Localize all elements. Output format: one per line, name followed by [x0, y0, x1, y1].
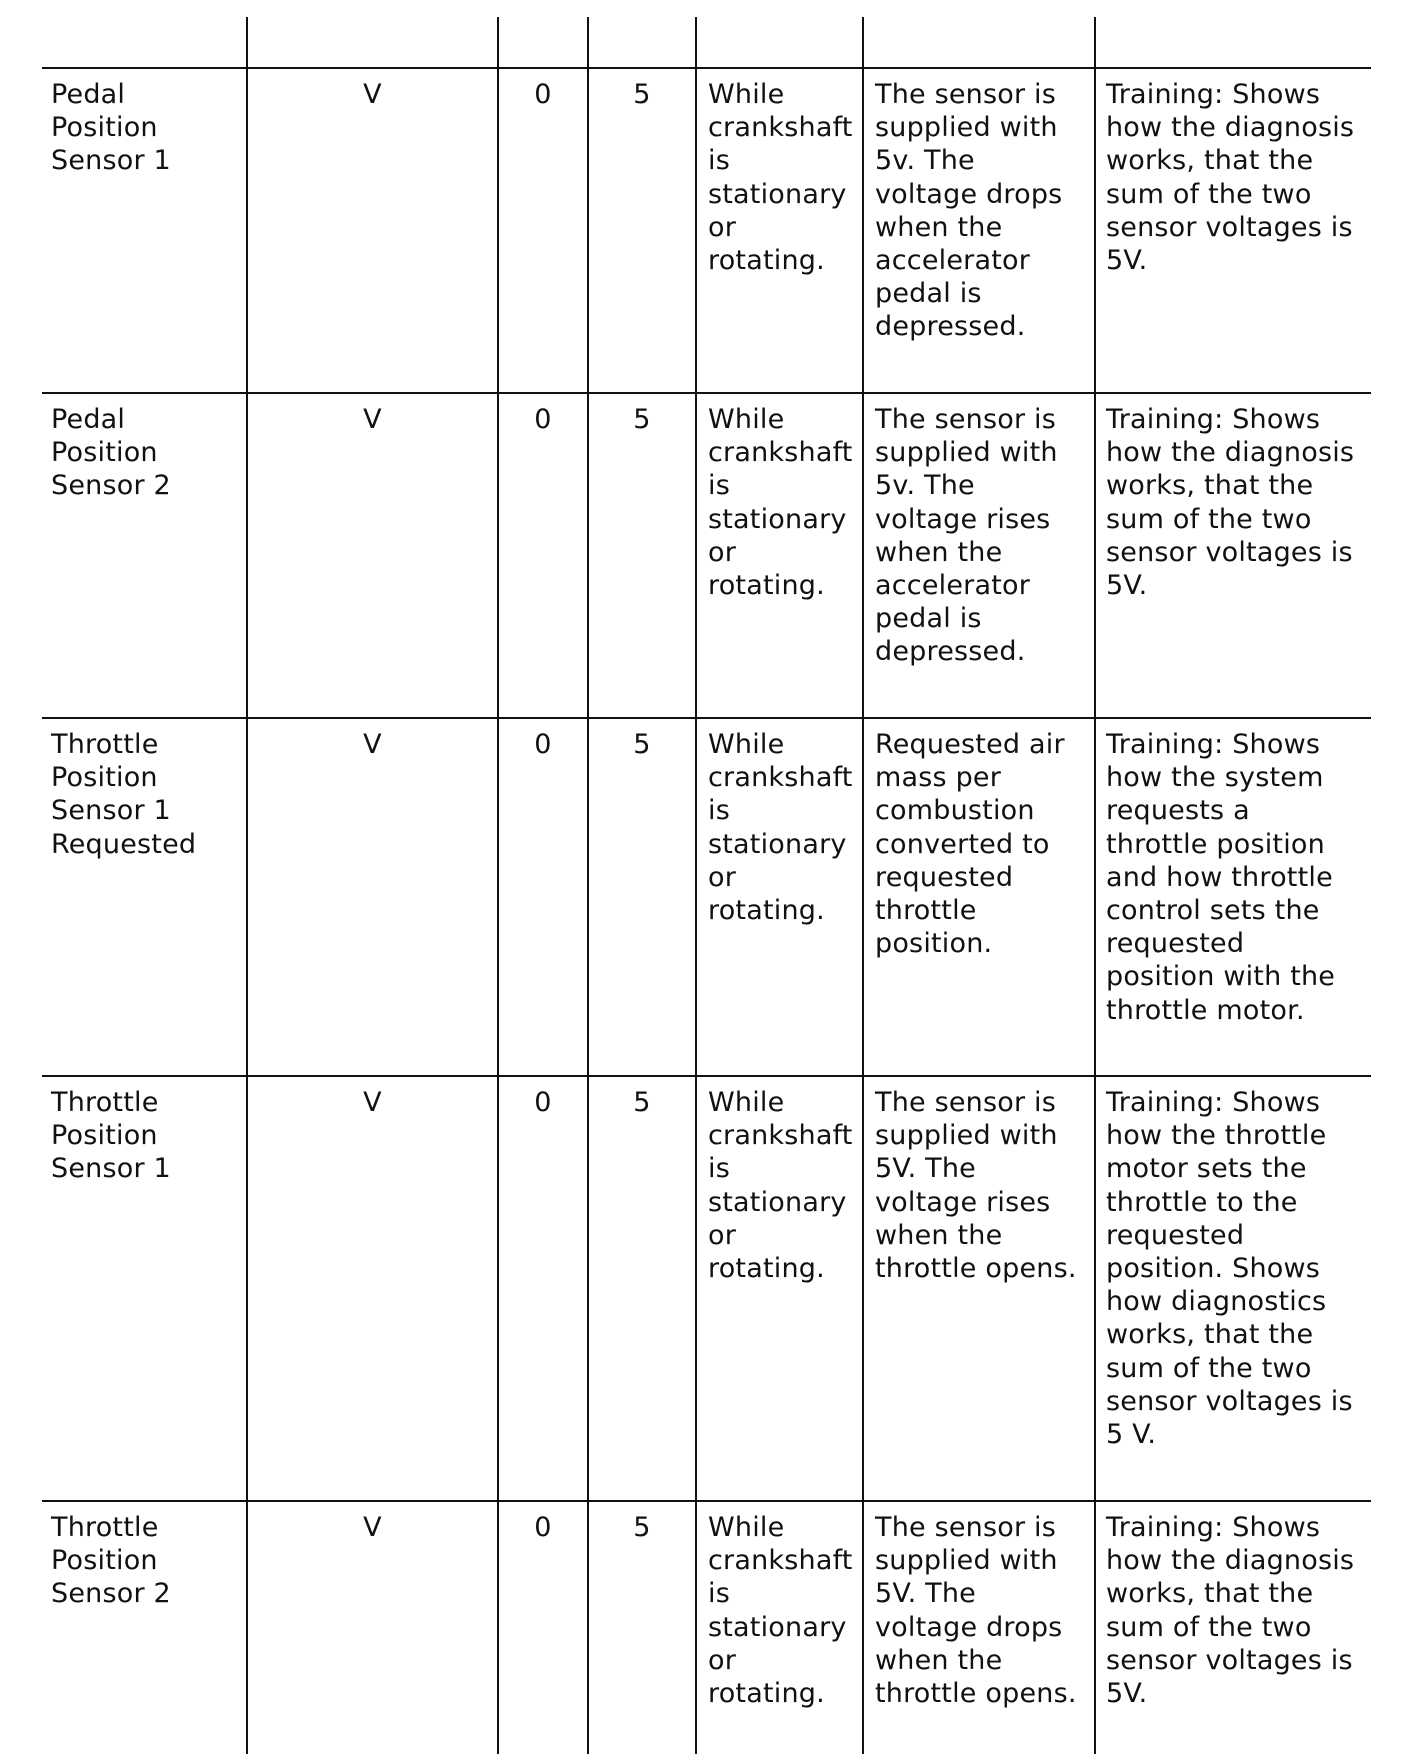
table-cell-signal-name: Pedal Position Sensor 1	[51, 79, 171, 177]
table-cell-min: 0	[534, 404, 552, 435]
table-cell-signal-name: Pedal Position Sensor 2	[51, 404, 171, 502]
table-cell-min: 0	[534, 1087, 552, 1118]
table-cell-signal-name: Throttle Position Sensor 1	[51, 1087, 171, 1185]
table-cell-signal-name: Throttle Position Sensor 2	[51, 1512, 171, 1610]
table-cell-condition: While crankshaft is stationary or rotating.	[708, 79, 853, 277]
row-divider	[42, 1075, 1371, 1077]
table-cell-max: 5	[633, 79, 651, 110]
table-cell-min: 0	[534, 79, 552, 110]
table-cell-condition: While crankshaft is stationary or rotating.	[708, 1512, 853, 1710]
column-divider	[587, 17, 589, 1754]
table-cell-unit: V	[363, 404, 382, 435]
table-cell-training: Training: Shows how the diagnosis works, that the sum of the two sensor voltages is 5V.	[1106, 1512, 1355, 1710]
table-cell-unit: V	[363, 1087, 382, 1118]
column-divider	[246, 17, 248, 1754]
row-divider	[42, 717, 1371, 719]
column-divider	[1094, 17, 1096, 1754]
row-divider	[42, 67, 1371, 69]
table-cell-condition: While crankshaft is stationary or rotating.	[708, 404, 853, 602]
table-cell-unit: V	[363, 729, 382, 760]
table-cell-training: Training: Shows how the system requests a throttle position and how throttle control sets the requested position with the throttle motor.	[1106, 729, 1336, 1026]
table-cell-max: 5	[633, 1087, 651, 1118]
table-cell-description: Requested air mass per combustion converted to requested throttle position.	[875, 729, 1065, 960]
table-cell-unit: V	[363, 79, 382, 110]
row-divider	[42, 1500, 1371, 1502]
table-cell-signal-name: Throttle Position Sensor 1 Requested	[51, 729, 197, 860]
table-cell-max: 5	[633, 1512, 651, 1543]
table-cell-description: The sensor is supplied with 5v. The voltage rises when the accelerator pedal is depressed.	[875, 404, 1058, 668]
table-cell-training: Training: Shows how the diagnosis works, that the sum of the two sensor voltages is 5V.	[1106, 404, 1355, 602]
table-cell-description: The sensor is supplied with 5V. The voltage rises when the throttle opens.	[875, 1087, 1077, 1285]
table-cell-unit: V	[363, 1512, 382, 1543]
column-divider	[695, 17, 697, 1754]
table-cell-min: 0	[534, 729, 552, 760]
column-divider	[862, 17, 864, 1754]
table-cell-min: 0	[534, 1512, 552, 1543]
row-divider	[42, 392, 1371, 394]
table-cell-max: 5	[633, 404, 651, 435]
table-cell-training: Training: Shows how the throttle motor sets the throttle to the requested position. Shows how diagnostics works, that the sum of the two sensor voltages is 5 V.	[1106, 1087, 1353, 1451]
table-cell-condition: While crankshaft is stationary or rotating.	[708, 1087, 853, 1285]
table-cell-max: 5	[633, 729, 651, 760]
table-cell-description: The sensor is supplied with 5V. The voltage drops when the throttle opens.	[875, 1512, 1077, 1710]
table-cell-condition: While crankshaft is stationary or rotating.	[708, 729, 853, 927]
column-divider	[497, 17, 499, 1754]
table-cell-description: The sensor is supplied with 5v. The voltage drops when the accelerator pedal is depressed.	[875, 79, 1063, 343]
table-cell-training: Training: Shows how the diagnosis works, that the sum of the two sensor voltages is 5V.	[1106, 79, 1355, 277]
